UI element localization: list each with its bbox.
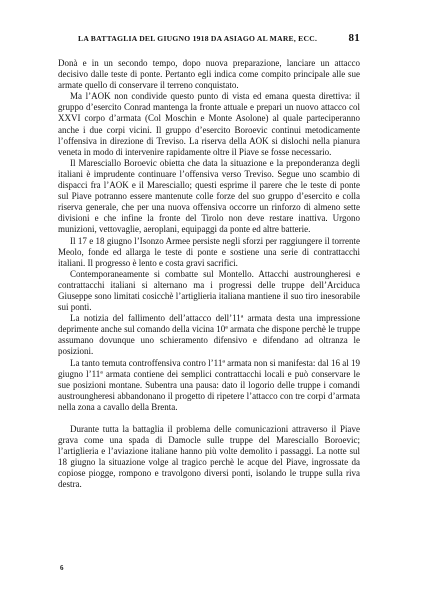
running-head: LA BATTAGLIA DEL GIUGNO 1918 DA ASIAGO AL MARE, ECC. — [78, 34, 318, 43]
signature-mark: 6 — [60, 564, 64, 572]
running-header — [58, 32, 360, 46]
paragraph: Contemporaneamente si combatte sul Montello. Attacchi austroungheresi e contrattacchi italiani si alternano ma i progressi delle truppe dell’Arciduca Giuseppe sono limitati cosicchè l’artiglieria italiana mantiene il suo tiro inesorabile sui ponti. — [58, 268, 360, 313]
paragraph: Donà e in un secondo tempo, dopo nuova preparazione, lanciare un attacco decisivo dalle teste di ponte. Pertanto egli indica come compito principale alle sue armate quello di conservare il terreno conquistato. — [58, 58, 360, 91]
paragraph: La tanto temuta controffensiva contro l’11ª armata non si manifesta: dal 16 al 19 giugno l’11ª armata contiene dei semplici contrattacchi locali e può conservare le sue posizioni montane. Subentra una pausa: dato il logorio delle truppe i comandi austroungheresi abbandonano il progetto di ripetere l’attacco con tre corpi d’armata nella zona a cavallo della Brenta. — [58, 357, 360, 412]
paragraph: Il 17 e 18 giugno l’Isonzo Armee persiste negli sforzi per raggiungere il torrente Meolo, fonde ed allarga le teste di ponte e sostiene una serie di contrattacchi italiani. Il progresso è lento e costa gravi sacrifici. — [58, 235, 360, 268]
paragraph: Il Maresciallo Boroevic obietta che data la situazione e la preponderanza degli italiani è imprudente continuare l’offensiva verso Treviso. Segue uno scambio di dispacci fra l’AOK e il Maresciallo; questi esprime il parere che le teste di ponte sul Piave potranno essere mantenute colle forze del suo gruppo d’esercito e colla riserva generale, che per una nuova offensiva occorre un rinforzo di almeno sette divisioni e che infine la fronte del Tirolo non deve restare inattiva. Urgono munizioni, vettovaglie, aeroplani, equipaggi da ponte ed altre batterie. — [58, 157, 360, 235]
paragraph: La notizia del fallimento dell’attacco dell’11ª armata desta una impressione deprimente anche sul comando della vicina 10ª armata che dispone perchè le truppe assumano dovunque uno schieramento difensivo e difendano ad oltranza le posizioni. — [58, 313, 360, 357]
page-number: 81 — [348, 32, 360, 44]
page-body — [58, 58, 360, 491]
paragraph: Durante tutta la battaglia il problema delle comunicazioni attraverso il Piave grava come una spada di Damocle sulle truppe del Maresciallo Boroevic; l’artiglieria e l’aviazione italiane hanno più volte demolito i passaggi. La notte sul 18 giugno la situazione volge al tragico perchè le acque del Piave, ingrossate da copiose piogge, rompono e travolgono diversi ponti, isolando le truppe sulla riva destra. — [58, 424, 360, 490]
paragraph: Ma l’AOK non condivide questo punto di vista ed emana questa direttiva: il gruppo d’esercito Conrad mantenga la fronte attuale e prepari un nuovo attacco col XXVI corpo d’armata (Col Moschin e Monte Asolone) al quale parteciperanno anche i due corpi vicini. Il gruppo d’esercito Boroevic continui metodicamente l’offensiva in direzione di Treviso. La riserva della AOK si dislochi nella pianura veneta in modo di intervenire rapidamente oltre il Piave se fosse necessario. — [58, 91, 360, 157]
